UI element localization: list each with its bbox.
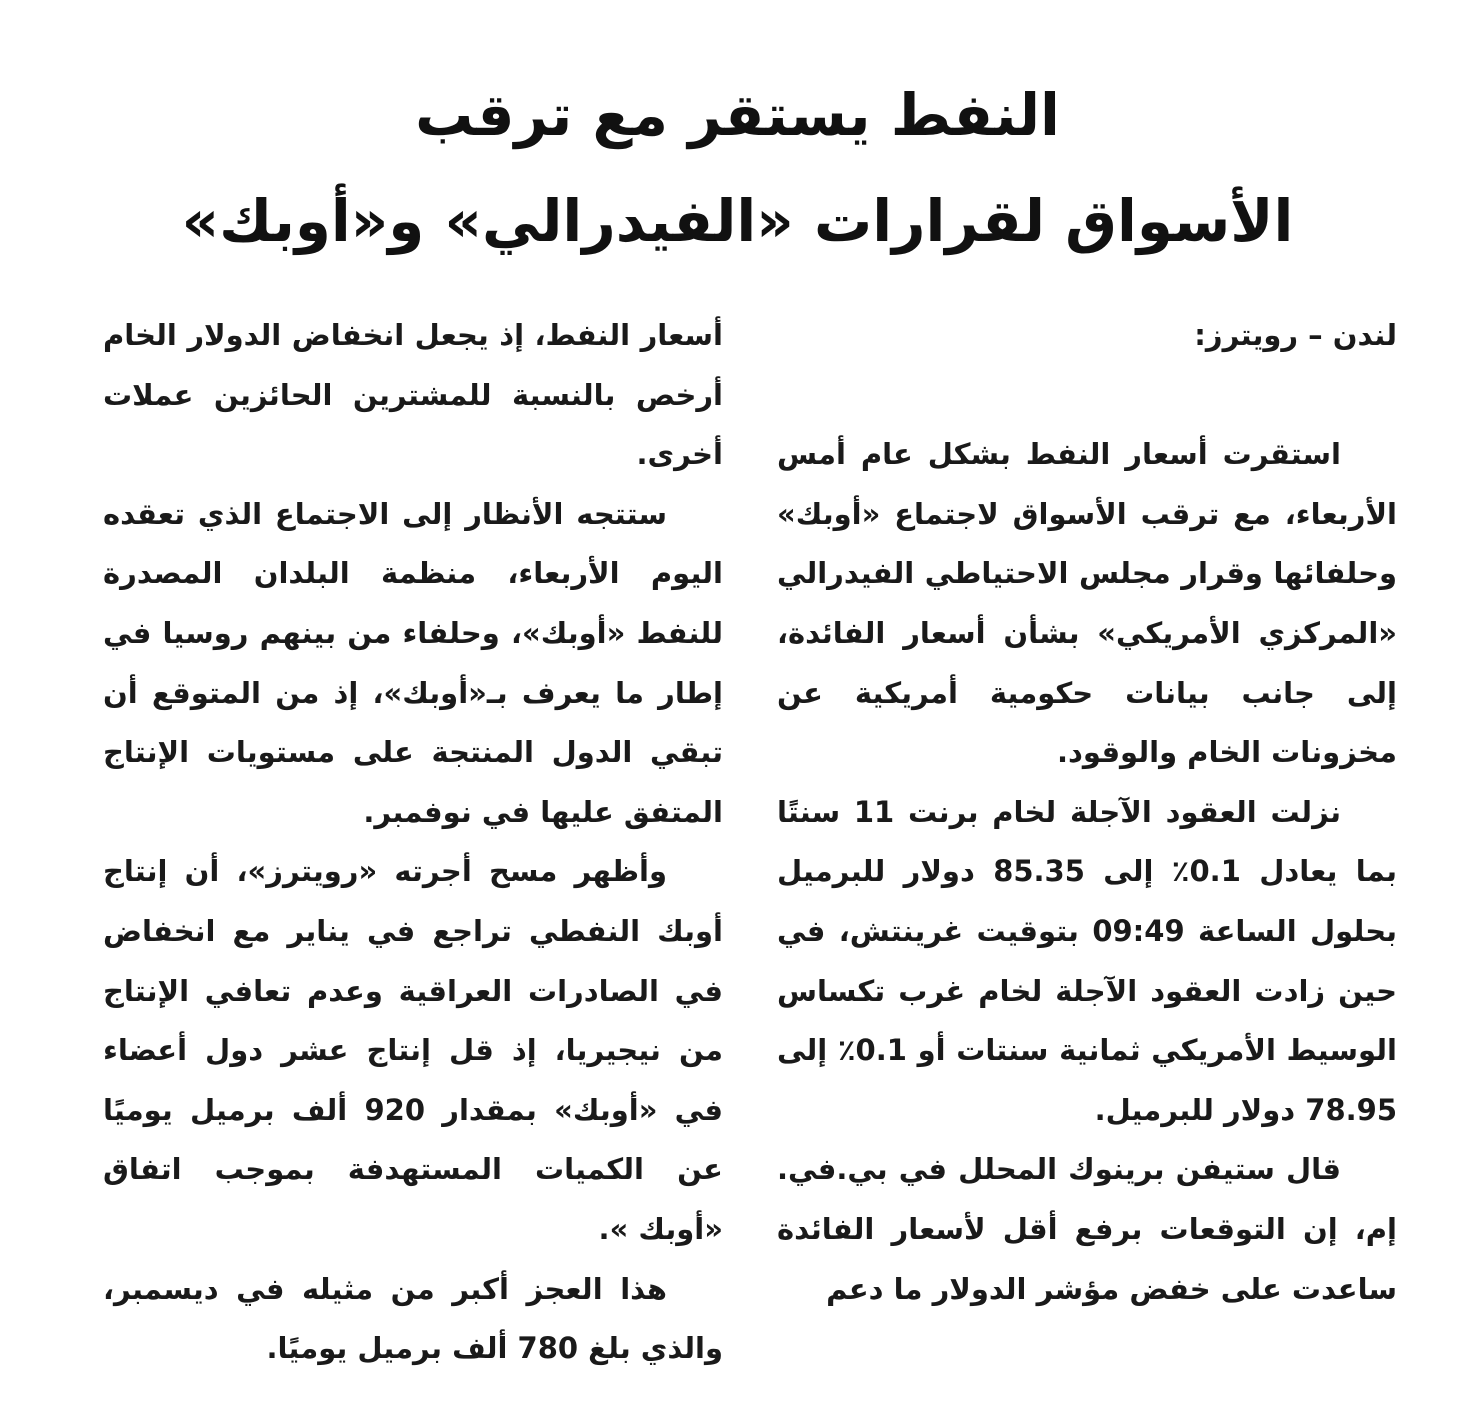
paragraph: وأظهر مسح أجرته «رويترز»، أن إنتاج أوبك النفطي تراجع في يناير مع انخفاض في الصادرات العراقية وعدم تعافي الإنتاج من نيجيريا، إذ قل إنتاج عشر دول أعضاء في «أوبك» بمقدار 920 ألف برميل يوميًا عن الكميات المستهدفة بموجب اتفاق «أوبك ». [103,854,723,1246]
article-column-right [777,306,1397,1319]
headline-line-1: النفط يستقر مع ترقب [415,81,1060,149]
paragraph: هذا العجز أكبر من مثيله في ديسمبر، والذي بلغ 780 ألف برميل يوميًا. [103,1271,723,1366]
article-column-left [103,306,723,1379]
paragraph: استقرت أسعار النفط بشكل عام أمس الأربعاء، مع ترقب الأسواق لاجتماع «أوبك» وحلفائها وقرار مجلس الاحتياطي الفيدرالي «المركزي الأمريكي» بشأن أسعار الفائدة، إلى جانب بيانات حكومية أمريكية عن مخزونات الخام والوقود. [777,437,1397,770]
paragraph: قال ستيفن برينوك المحلل في بي.في. إم، إن التوقعات برفع أقل لأسعار الفائدة ساعدت على خفض مؤشر الدولار ما دعم [777,1152,1397,1306]
headline [120,62,1355,274]
headline-line-2: الأسواق لقرارات «الفيدرالي» و«أوبك» [181,187,1294,255]
paragraph: أسعار النفط، إذ يجعل انخفاض الدولار الخام أرخص بالنسبة للمشترين الحائزين عملات أخرى. [103,318,723,472]
paragraph: نزلت العقود الآجلة لخام برنت 11 سنتًا بما يعادل 0.1٪ إلى 85.35 دولار للبرميل بحلول الساعة 09:49 بتوقيت غرينتش، في حين زادت العقود الآجلة لخام غرب تكساس الوسيط الأمريكي ثمانية سنتات أو 0.1٪ إلى 78.95 دولار للبرميل. [777,794,1397,1127]
dateline: لندن – رويترز: [1194,318,1397,352]
paragraph: ستتجه الأنظار إلى الاجتماع الذي تعقده اليوم الأربعاء، منظمة البلدان المصدرة للنفط «أوبك»، وحلفاء من بينهم روسيا في إطار ما يعرف بـ«أوبك»، إذ من المتوقع أن تبقي الدول المنتجة على مستويات الإنتاج المتفق عليها في نوفمبر. [103,496,723,829]
